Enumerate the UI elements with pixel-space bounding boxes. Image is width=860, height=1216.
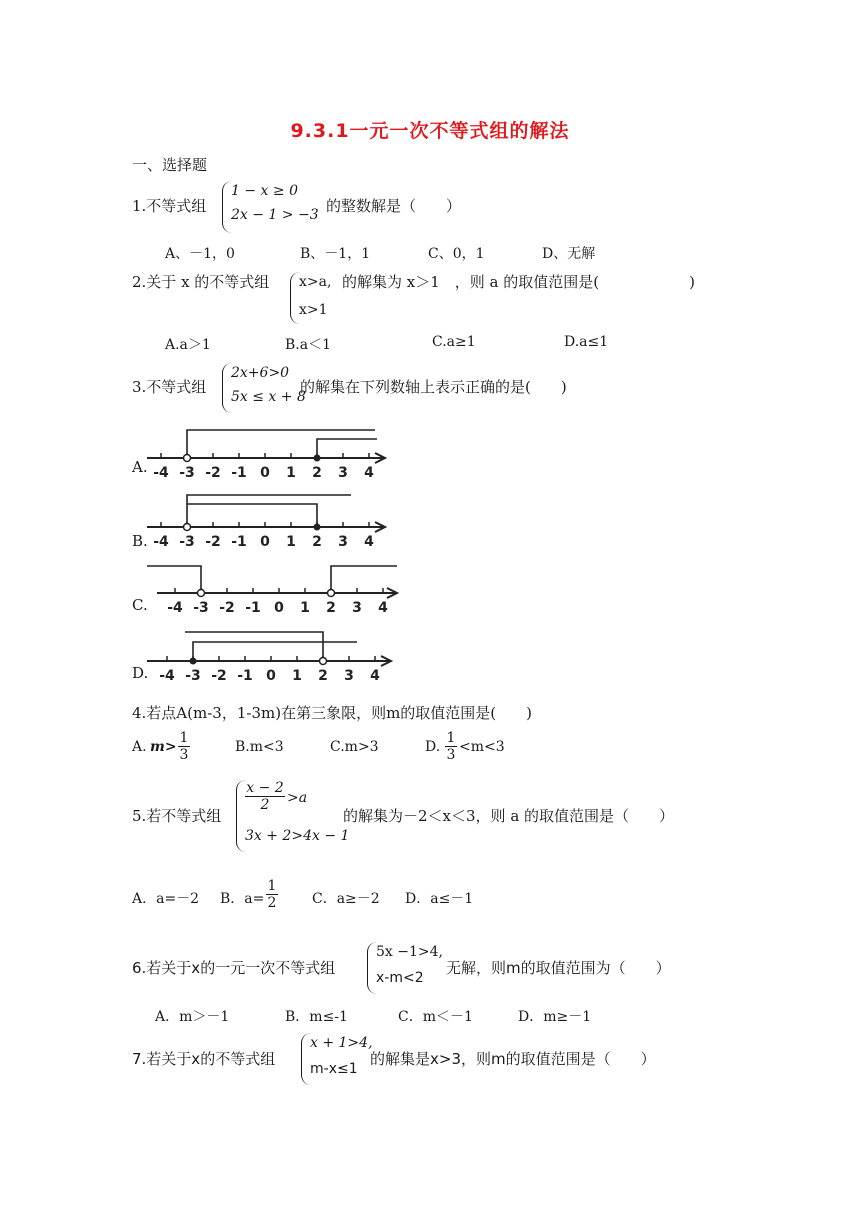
q4-d-denominator: 3 bbox=[446, 747, 456, 763]
q2-sys-line1: x>a, bbox=[299, 274, 332, 290]
q3-c-tick-1: 1 bbox=[300, 600, 310, 616]
q1-option-b[interactable]: B、－1，1 bbox=[300, 246, 371, 262]
q1-prefix: 1.不等式组 bbox=[132, 197, 207, 215]
q3-d-tick-0: 0 bbox=[266, 668, 276, 684]
q3-sys-line2: 5x ≤ x + 8 bbox=[231, 389, 306, 405]
page-title: 9.3.1一元一次不等式组的解法 bbox=[290, 120, 570, 142]
q5-option-c[interactable]: C．a≥－2 bbox=[312, 891, 380, 907]
q3-d-tick-3: 3 bbox=[344, 668, 354, 684]
q5-frac-denominator: 2 bbox=[245, 796, 285, 813]
q3-option-c-label[interactable]: C. bbox=[132, 596, 148, 614]
q6-option-c[interactable]: C．m＜－1 bbox=[398, 1009, 473, 1025]
q3-b-tick--2: -2 bbox=[205, 534, 221, 548]
q5-system bbox=[236, 780, 350, 852]
q6-option-a[interactable]: A．m＞－1 bbox=[155, 1009, 230, 1025]
q5-option-b-fraction bbox=[266, 878, 278, 911]
q5-suffix: 的解集为－2＜x＜3，则 a 的取值范围是（ ） bbox=[343, 807, 675, 825]
q5-frac-numerator: x − 2 bbox=[246, 780, 284, 796]
q3-d-tick--1: -1 bbox=[237, 668, 253, 684]
q1-sys-line2: 2x − 1 > −3 bbox=[231, 207, 319, 223]
q2-option-c[interactable]: C.a≥1 bbox=[432, 334, 476, 350]
q5-sys-line2: 3x + 2>4x − 1 bbox=[245, 828, 350, 844]
q1-system bbox=[222, 181, 323, 233]
q3-option-a-numberline bbox=[145, 425, 395, 480]
q3-b-tick-0: 0 bbox=[260, 534, 270, 548]
q4-option-d-label[interactable]: D. bbox=[425, 739, 441, 755]
q4-text: 4.若点A(m-3，1-3m)在第三象限，则m的取值范围是( ) bbox=[132, 704, 532, 722]
q3-d-tick-1: 1 bbox=[292, 668, 302, 684]
q7-system bbox=[301, 1033, 373, 1085]
q5-option-b-label[interactable]: B．a= bbox=[220, 891, 265, 907]
q3-c-tick-3: 3 bbox=[352, 600, 362, 616]
q2-option-b[interactable]: B.a＜1 bbox=[285, 337, 331, 353]
q5-option-a[interactable]: A．a=－2 bbox=[132, 891, 200, 907]
q3-a-tick-1: 1 bbox=[286, 465, 296, 480]
q3-d-open-dot bbox=[320, 658, 327, 665]
q2-sys-line2: x>1 bbox=[299, 302, 328, 318]
q6-sys-line2: x-m<2 bbox=[376, 970, 424, 986]
q6-option-d[interactable]: D．m≥－1 bbox=[518, 1009, 592, 1025]
q2-suffix: 的解集为 x＞1 ，则 a 的取值范围是( ) bbox=[342, 273, 695, 291]
q4-a-denominator: 3 bbox=[179, 747, 189, 763]
q3-c-tick-4: 4 bbox=[378, 600, 388, 616]
q7-sys-line2: m-x≤1 bbox=[310, 1061, 358, 1077]
q2-option-d[interactable]: D.a≤1 bbox=[564, 334, 609, 350]
q2-system bbox=[290, 272, 341, 324]
q7-suffix: 的解集是x>3，则m的取值范围是（ ） bbox=[370, 1050, 656, 1068]
q4-d-numerator: 1 bbox=[446, 730, 456, 746]
q3-b-tick--4: -4 bbox=[153, 534, 169, 548]
q3-d-closed-dot bbox=[190, 658, 197, 665]
q5-b-numerator: 1 bbox=[267, 878, 277, 894]
q3-b-tick--1: -1 bbox=[231, 534, 247, 548]
q5-b-denominator: 2 bbox=[267, 895, 277, 911]
q4-option-d-rest: <m<3 bbox=[459, 739, 505, 755]
q3-b-closed-dot bbox=[314, 524, 321, 531]
q4-option-c[interactable]: C.m>3 bbox=[330, 739, 379, 755]
q3-d-tick-2: 2 bbox=[318, 668, 328, 684]
q4-option-a-fraction bbox=[178, 730, 190, 763]
q6-suffix: 无解，则m的取值范围为（ ） bbox=[446, 959, 671, 977]
q3-d-tick-4: 4 bbox=[370, 668, 380, 684]
q3-c-tick-0: 0 bbox=[274, 600, 284, 616]
q3-a-tick--3: -3 bbox=[179, 465, 195, 480]
q3-a-tick-3: 3 bbox=[338, 465, 348, 480]
q3-a-tick--4: -4 bbox=[153, 465, 169, 480]
q3-c-open-dot-right bbox=[328, 590, 335, 597]
q3-c-open-dot-left bbox=[198, 590, 205, 597]
q6-sys-line1: 5x −1>4, bbox=[376, 944, 443, 960]
q3-b-tick-3: 3 bbox=[338, 534, 348, 548]
q3-a-tick-2: 2 bbox=[312, 465, 322, 480]
q7-sys-line1: x + 1>4, bbox=[310, 1035, 373, 1051]
q3-option-a-label[interactable]: A. bbox=[132, 458, 148, 476]
q6-prefix: 6.若关于x的一元一次不等式组 bbox=[132, 959, 336, 977]
q1-option-a[interactable]: A、－1，0 bbox=[165, 246, 235, 262]
q3-b-tick-2: 2 bbox=[312, 534, 322, 548]
q3-d-tick--3: -3 bbox=[185, 668, 201, 684]
q3-a-tick-0: 0 bbox=[260, 465, 270, 480]
section-heading: 一、选择题 bbox=[132, 156, 208, 174]
q3-sys-line1: 2x+6>0 bbox=[231, 365, 290, 381]
q7-prefix: 7.若关于x的不等式组 bbox=[132, 1050, 276, 1068]
q5-frac-rhs: >a bbox=[287, 790, 308, 806]
q2-prefix: 2.关于 x 的不等式组 bbox=[132, 273, 270, 291]
q3-c-tick--3: -3 bbox=[193, 600, 209, 616]
q5-sys-fraction bbox=[245, 780, 285, 813]
q4-option-b[interactable]: B.m<3 bbox=[235, 739, 284, 755]
q4-option-a-rel: m> bbox=[150, 739, 177, 755]
q3-b-tick-4: 4 bbox=[364, 534, 374, 548]
q3-c-tick--2: -2 bbox=[219, 600, 235, 616]
q6-system bbox=[367, 942, 446, 994]
q1-suffix: 的整数解是（ ） bbox=[326, 197, 462, 215]
q2-option-a[interactable]: A.a＞1 bbox=[165, 337, 211, 353]
q4-option-d-fraction bbox=[445, 730, 457, 763]
q3-c-tick--1: -1 bbox=[245, 600, 261, 616]
q5-prefix: 5.若不等式组 bbox=[132, 807, 222, 825]
q1-option-c[interactable]: C、0，1 bbox=[428, 246, 485, 262]
q3-a-tick--2: -2 bbox=[205, 465, 221, 480]
q3-prefix: 3.不等式组 bbox=[132, 378, 207, 396]
q3-system bbox=[222, 363, 306, 413]
q3-d-tick--2: -2 bbox=[211, 668, 227, 684]
q1-sys-line1: 1 − x ≥ 0 bbox=[231, 183, 298, 199]
q4-a-numerator: 1 bbox=[179, 730, 189, 746]
q3-option-d-label[interactable]: D. bbox=[132, 664, 149, 682]
q3-option-d-numberline bbox=[145, 628, 400, 684]
q3-a-tick-4: 4 bbox=[364, 465, 374, 480]
q1-option-d[interactable]: D、无解 bbox=[542, 246, 596, 262]
q3-d-tick--4: -4 bbox=[159, 668, 175, 684]
q3-c-tick--4: -4 bbox=[167, 600, 183, 616]
q3-option-b-label[interactable]: B. bbox=[132, 532, 148, 550]
q3-option-b-numberline bbox=[145, 490, 395, 548]
q3-b-tick--3: -3 bbox=[179, 534, 195, 548]
q3-c-tick-2: 2 bbox=[326, 600, 336, 616]
q3-option-c-numberline bbox=[145, 560, 405, 616]
q4-option-a-label[interactable]: A. bbox=[132, 739, 147, 755]
q3-a-open-dot bbox=[184, 455, 191, 462]
q5-option-d[interactable]: D．a≤－1 bbox=[405, 891, 474, 907]
q6-option-b[interactable]: B．m≤-1 bbox=[285, 1009, 348, 1025]
q3-suffix: 的解集在下列数轴上表示正确的是( ) bbox=[300, 378, 567, 396]
q3-b-tick-1: 1 bbox=[286, 534, 296, 548]
q3-a-tick--1: -1 bbox=[231, 465, 247, 480]
q3-b-open-dot bbox=[184, 524, 191, 531]
q3-a-closed-dot bbox=[314, 455, 321, 462]
